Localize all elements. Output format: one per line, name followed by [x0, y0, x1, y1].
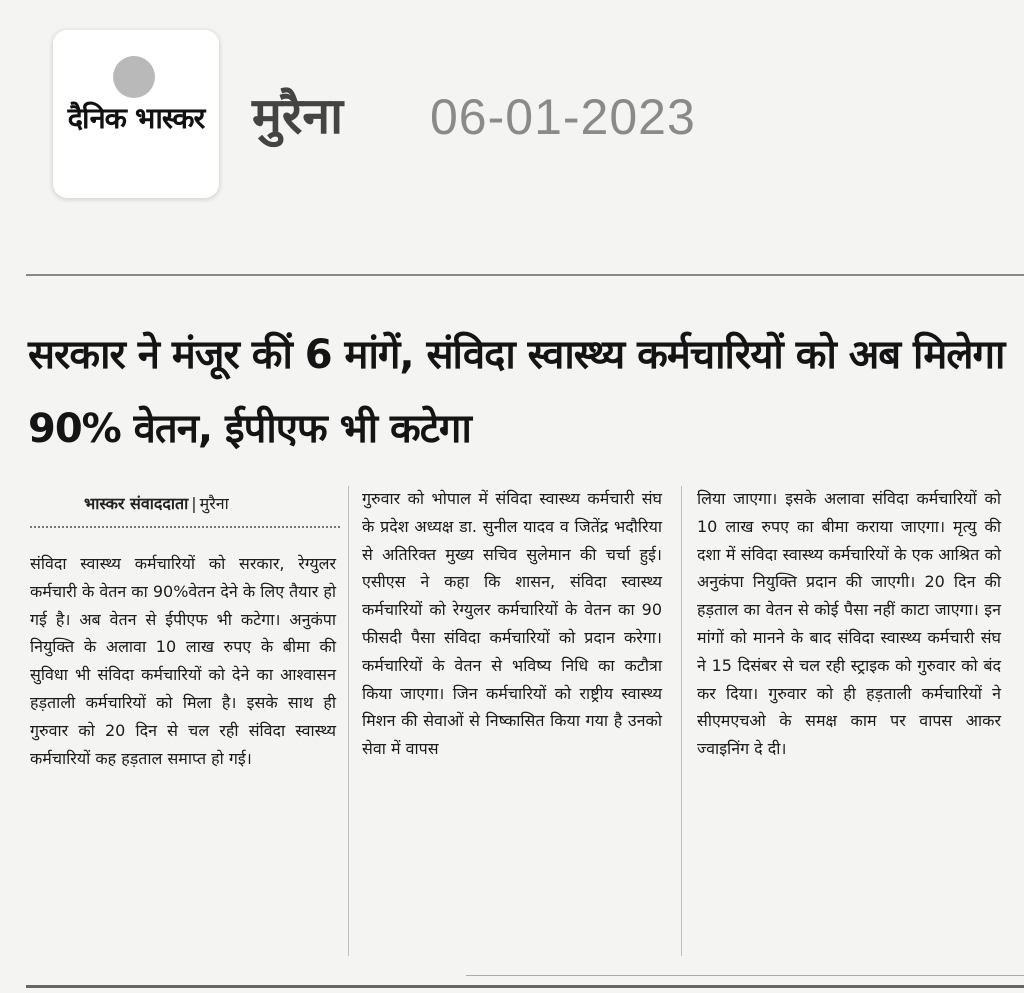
- logo-text: दैनिक भास्कर: [67, 101, 205, 135]
- sun-logo-icon: [113, 56, 155, 98]
- article-column-3: लिया जाएगा। इसके अलावा संविदा कर्मचारियों को 10 लाख रुपए का बीमा कराया जाएगा। मृत्यु की दशा में संविदा स्वास्थ्य कर्मचारियों के एक आश्रित को अनुकंपा नियुक्ति प्रदान की जाएगी। 20 दिन की हड़ताल का वेतन से कोई पैसा नहीं काटा जाएगा। इन मांगों को मानने के बाद संविदा स्वास्थ्य कर्मचारी संघ ने 15 दिसंबर से चल रही स्ट्राइक को गुरुवार को बंद कर दिया। गुरुवार को ही हड़ताली कर्मचारियों ने सीएमएचओ के समक्ष काम पर वापस आकर ज्वाइनिंग दे दी।: [697, 489, 1001, 759]
- article-headline: सरकार ने मंजूर कीं 6 मांगें, संविदा स्वास्थ्य कर्मचारियों को अब मिलेगा 90% वेतन, ईपीएफ भी कटेगा: [28, 332, 1005, 452]
- article-column-1: संविदा स्वास्थ्य कर्मचारियों को सरकार, रेग्युलर कर्मचारी के वेतन का 90%वेतन देने के लिए तैयार हो गई है। अब वेतन से ईपीएफ भी कटेगा। अनुकंपा नियुक्ति के अलावा 10 लाख रुपए के बीमा की सुविधा भी संविदा कर्मचारियों को देने का आश्वासन हड़ताली कर्मचारियों को मिला है। इसके साथ ही गुरुवार को 20 दिन से चल रही संविदा स्वास्थ्य कर्मचारियों कह हड़ताल समाप्त हो गई।: [30, 554, 336, 768]
- newspaper-logo: [53, 30, 219, 198]
- byline-divider: [30, 526, 340, 528]
- bottom-divider-thin: [466, 975, 1024, 976]
- byline-place: मुरैना: [199, 494, 229, 513]
- edition-date: 06-01-2023: [430, 89, 696, 145]
- edition-city: मुरैना: [252, 87, 344, 145]
- bottom-divider: [26, 985, 1024, 988]
- column-divider-1: [348, 486, 349, 956]
- masthead-divider: [26, 274, 1024, 276]
- article-column-2: गुरुवार को भोपाल में संविदा स्वास्थ्य कर्मचारी संघ के प्रदेश अध्यक्ष डा. सुनील यादव व जितेंद्र भदौरिया से अतिरिक्त मुख्य सचिव सुलेमान की चर्चा हुई। एसीएस ने कहा कि शासन, संविदा स्वास्थ्य कर्मचारियों को रेग्युलर कर्मचारियों के वेतन का 90 फीसदी पैसा संविदा कर्मचारियों को प्रदान करेगा। कर्मचारियों के वेतन से भविष्य निधि का कटौत्रा किया जाएगा। जिन कर्मचारियों को राष्ट्रीय स्वास्थ्य मिशन की सेवाओं से निष्कासित किया गया है उनको सेवा में वापस: [362, 489, 662, 759]
- byline: भास्कर संवाददाता | मुरैना: [84, 494, 229, 513]
- column-divider-2: [681, 486, 682, 956]
- byline-author: भास्कर संवाददाता: [84, 494, 189, 513]
